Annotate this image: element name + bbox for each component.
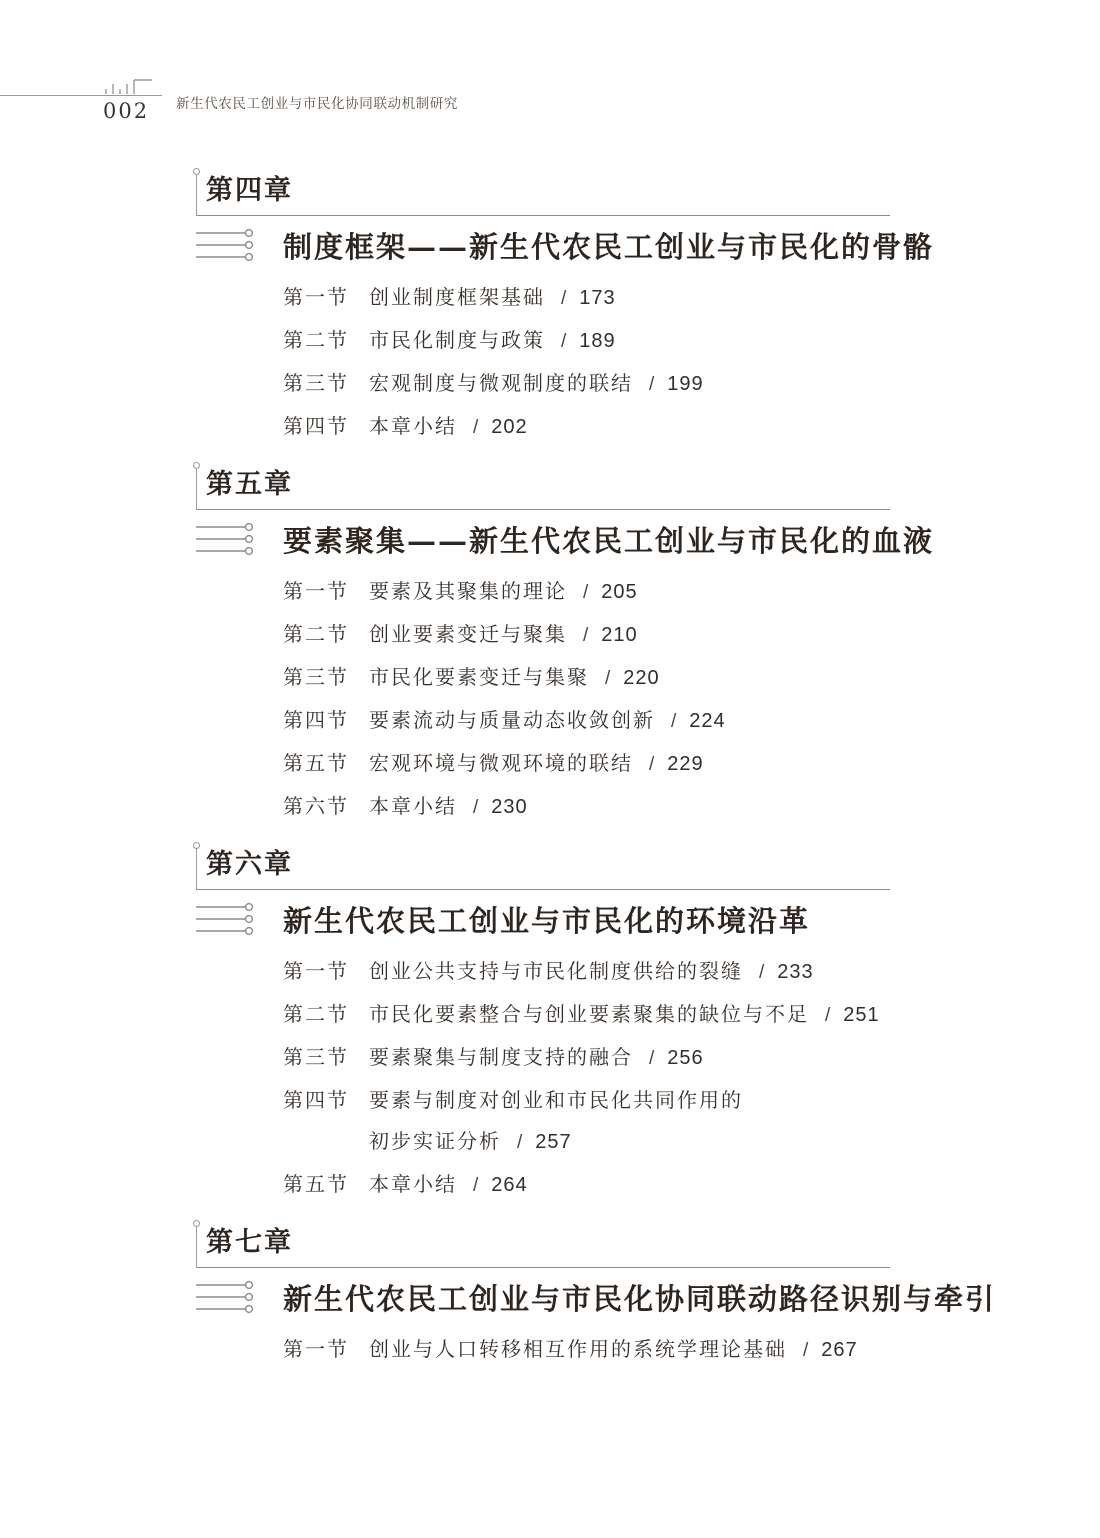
- section-number: 第三节: [283, 665, 349, 690]
- page-number: 210: [601, 624, 638, 647]
- mini-bars-icon: [102, 76, 154, 100]
- section-list: [283, 283, 890, 442]
- page-number: 251: [843, 1004, 880, 1027]
- section-list: [283, 957, 890, 1200]
- toc-entry: [283, 283, 890, 313]
- toc-entry: [283, 620, 890, 650]
- section-list: [283, 577, 890, 822]
- section-list: [283, 1335, 890, 1365]
- section-title: 要素及其聚集的理论: [369, 579, 567, 604]
- chapter-header: [196, 172, 890, 216]
- chapter-title: 新生代农民工创业与市民化的环境沿革: [283, 903, 811, 938]
- separator-slash: /: [517, 1132, 523, 1154]
- chapter-number: 第七章: [206, 1227, 293, 1259]
- section-title: 宏观制度与微观制度的联结: [369, 371, 633, 396]
- toc-chapter: [196, 846, 890, 1200]
- page-number: 233: [777, 961, 814, 984]
- section-title: 市民化要素变迁与集聚: [369, 665, 589, 690]
- chapter-header: [196, 466, 890, 510]
- section-number: 第一节: [283, 959, 349, 984]
- toc-entry: [283, 412, 890, 442]
- page-number: 230: [491, 796, 528, 819]
- toc-entry: [283, 1127, 890, 1157]
- chapter-title-row: [196, 226, 935, 268]
- page-number: 267: [821, 1339, 858, 1362]
- section-number: 第一节: [283, 285, 349, 310]
- separator-slash: /: [473, 1175, 479, 1197]
- toc-entry: [283, 706, 890, 736]
- section-title: 创业与人口转移相互作用的系统学理论基础: [369, 1337, 787, 1362]
- section-number: 第三节: [283, 1045, 349, 1070]
- toc-entry: [283, 1000, 890, 1030]
- chapter-number: 第四章: [206, 175, 293, 206]
- section-title: 初步实证分析: [369, 1129, 501, 1154]
- toc-entry: [283, 792, 890, 822]
- page-number: 189: [579, 330, 616, 353]
- toc-chapter: [196, 466, 935, 822]
- separator-slash: /: [803, 1340, 809, 1362]
- section-number: 第二节: [283, 1002, 349, 1027]
- page-number: 173: [579, 287, 616, 310]
- three-lines-icon: [196, 902, 258, 940]
- separator-slash: /: [583, 582, 589, 604]
- separator-slash: /: [561, 331, 567, 353]
- page-number: 205: [601, 581, 638, 604]
- separator-slash: /: [561, 288, 567, 310]
- section-title: 要素聚集与制度支持的融合: [369, 1045, 633, 1070]
- page-number: 257: [535, 1131, 572, 1154]
- chapter-title-row: [196, 1278, 997, 1320]
- page-number: 264: [491, 1174, 528, 1197]
- toc-entry: [283, 663, 890, 693]
- separator-slash: /: [605, 668, 611, 690]
- toc-entry: [283, 326, 890, 356]
- section-number: 第一节: [283, 1337, 349, 1362]
- section-title: 创业公共支持与市民化制度供给的裂缝: [369, 959, 743, 984]
- book-title: 新生代农民工创业与市民化协同联动机制研究: [176, 96, 458, 112]
- section-title: 创业制度框架基础: [369, 285, 545, 310]
- corner-dot-icon: [193, 842, 200, 849]
- toc-entry: [283, 1170, 890, 1200]
- section-number: 第四节: [283, 708, 349, 733]
- chapter-title: 新生代农民工创业与市民化协同联动路径识别与牵引: [283, 1281, 997, 1316]
- page-number: 256: [667, 1047, 704, 1070]
- chapter-title-row: [196, 520, 935, 562]
- toc-chapter: [196, 1224, 997, 1365]
- section-number: 第四节: [283, 414, 349, 439]
- page-header: [0, 0, 1100, 140]
- three-lines-icon: [196, 522, 258, 560]
- chapter-number: 第六章: [206, 849, 293, 881]
- section-title: 宏观环境与微观环境的联结: [369, 751, 633, 776]
- page-number: 199: [667, 373, 704, 396]
- section-number: 第四节: [283, 1088, 349, 1113]
- three-lines-icon: [196, 1280, 258, 1318]
- section-number: 第五节: [283, 751, 349, 776]
- toc-entry: [283, 1335, 890, 1365]
- three-lines-icon: [196, 228, 258, 266]
- toc-entry: [283, 577, 890, 607]
- separator-slash: /: [671, 711, 677, 733]
- chapter-title-row: [196, 900, 890, 942]
- toc-entry: [283, 369, 890, 399]
- separator-slash: /: [649, 374, 655, 396]
- section-title: 要素流动与质量动态收敛创新: [369, 708, 655, 733]
- section-number: 第二节: [283, 328, 349, 353]
- section-title: 本章小结: [369, 414, 457, 439]
- section-number: 第三节: [283, 371, 349, 396]
- separator-slash: /: [649, 754, 655, 776]
- corner-dot-icon: [193, 462, 200, 469]
- toc-entry: [283, 1043, 890, 1073]
- toc-chapters: [196, 172, 997, 1389]
- toc-entry: [283, 749, 890, 779]
- corner-dot-icon: [193, 1220, 200, 1227]
- toc-chapter: [196, 172, 935, 442]
- chapter-title: 制度框架——新生代农民工创业与市民化的骨骼: [283, 229, 935, 264]
- section-number: 第一节: [283, 579, 349, 604]
- page-number: 002: [103, 99, 150, 123]
- section-number: 第二节: [283, 622, 349, 647]
- section-number: 第五节: [283, 1172, 349, 1197]
- separator-slash: /: [759, 962, 765, 984]
- section-title: 市民化制度与政策: [369, 328, 545, 353]
- section-number: 第六节: [283, 794, 349, 819]
- page-number: 229: [667, 753, 704, 776]
- corner-dot-icon: [193, 168, 200, 175]
- page-number: 224: [689, 710, 726, 733]
- separator-slash: /: [825, 1005, 831, 1027]
- section-title: 本章小结: [369, 1172, 457, 1197]
- page-number: 202: [491, 416, 528, 439]
- section-title: 市民化要素整合与创业要素聚集的缺位与不足: [369, 1002, 809, 1027]
- section-title: 要素与制度对创业和市民化共同作用的: [369, 1088, 743, 1113]
- section-title: 创业要素变迁与聚集: [369, 622, 567, 647]
- section-title: 本章小结: [369, 794, 457, 819]
- toc-entry: [283, 1086, 890, 1114]
- separator-slash: /: [649, 1048, 655, 1070]
- separator-slash: /: [473, 797, 479, 819]
- page-number: 220: [623, 667, 660, 690]
- separator-slash: /: [583, 625, 589, 647]
- chapter-title: 要素聚集——新生代农民工创业与市民化的血液: [283, 523, 935, 558]
- chapter-header: [196, 846, 890, 890]
- toc-entry: [283, 957, 890, 987]
- chapter-header: [196, 1224, 890, 1268]
- chapter-number: 第五章: [206, 469, 293, 501]
- separator-slash: /: [473, 417, 479, 439]
